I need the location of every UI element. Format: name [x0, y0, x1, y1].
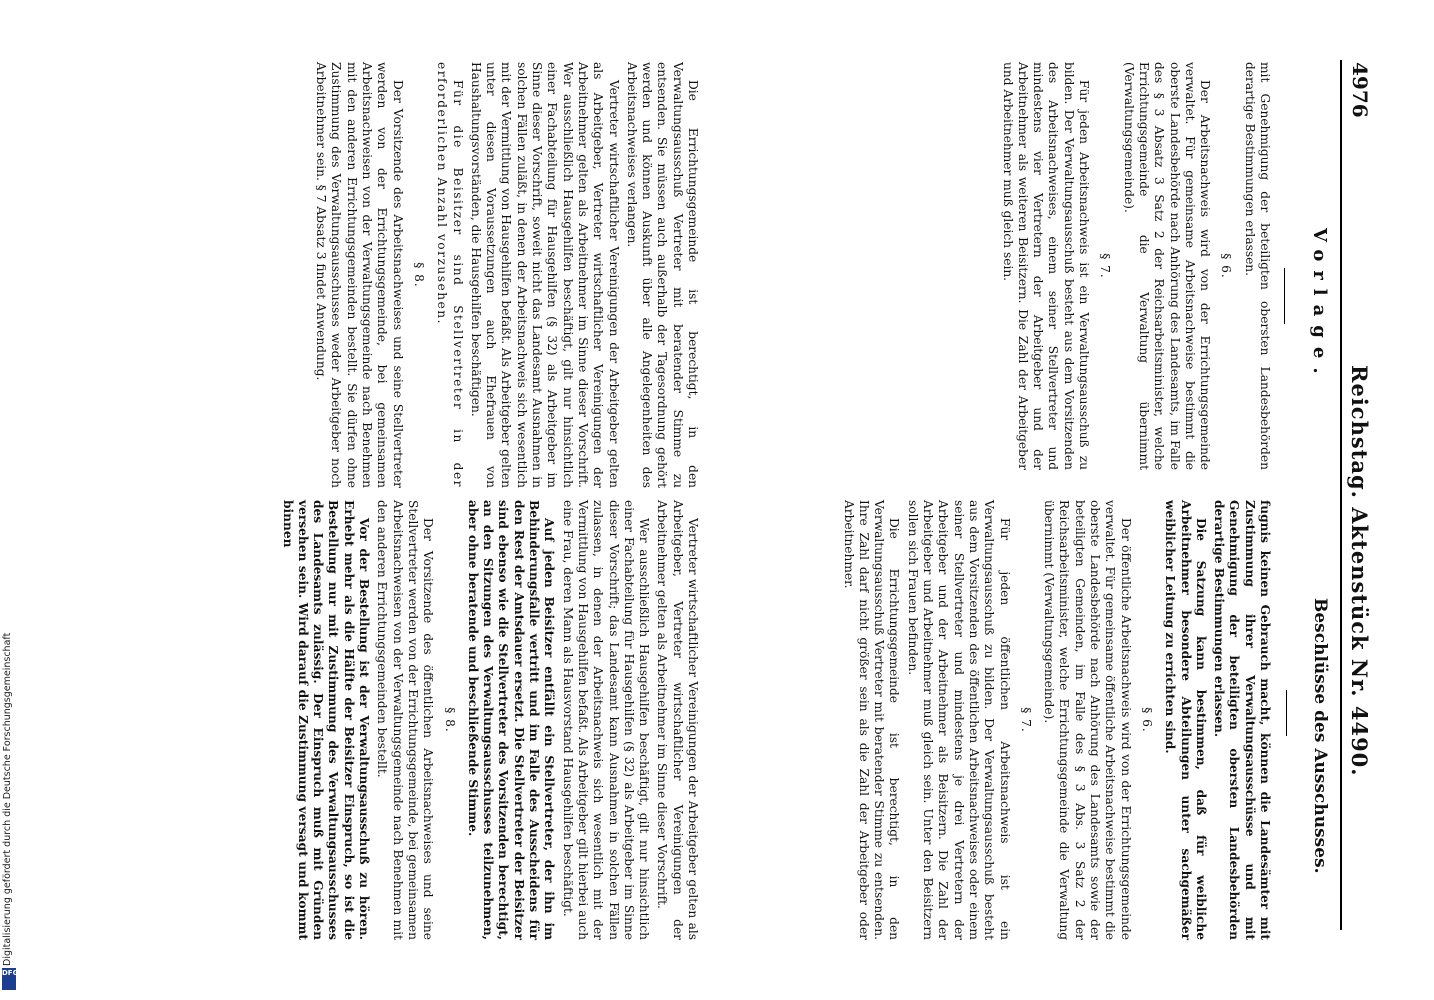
ausschuss-bestellung — [279, 500, 371, 940]
vorlage-column-2 — [310, 62, 700, 488]
vorlage-section-6-title: § 6. — [1219, 253, 1234, 279]
vorlage-section-8-title: § 8. — [411, 262, 426, 288]
vorlage-errichtung-text: Die Errichtungsgemeinde ist berechtigt, in den Verwaltungsausschuß Vertreter mit beratender Stimme zu entsenden. Sie müssen auch außerhalb der Tagesordnung gehört werden und können Auskunft über alle Angelegenheiten des Arbeitsnachweises verlangen. — [624, 62, 700, 488]
ausschuss-errichtung-text: Die Errichtungsgemeinde ist berechtigt, in den Verwaltungsausschuß Vertreter mit beratender Stimme zu entsenden. Ihre Zahl darf nicht größer sein als die Zahl der Arbeitgeber oder Arbeitnehmer. — [841, 500, 902, 940]
vorlage-vertreter-text: Vertreter wirtschaftlicher Vereinigungen der Arbeitgeber gelten als Arbeitgeber, Vertreter wirtschaftlicher Vereinigungen der Arbeitnehmer gelten als Arbeitnehmer im Sinne dieser Vorschrift. Wer ausschließlich Hausgehilfen beschäftigt, gilt nur hinsichtlich einer Fachabteilung für Hausgehilfen (§ 32) als Arbeitgeber im Sinne dieser Vorschrift, soweit nicht das Landesamt Ausnahmen in solchen Fällen zuläßt, in denen der Arbeitsnachweis sich wesentlich mit der Vermittlung von Hausgehilfen befaßt. Als Arbeitgeber gelten unter diesen Voraussetzungen auch Ehefrauen von Haushaltungsvorständen, die Hausgehilfen beschäftigen. — [468, 62, 621, 488]
vorlage-underline — [1284, 268, 1285, 324]
vorlage-column-1 — [996, 62, 1272, 470]
dfg-logo: DFG — [2, 968, 16, 990]
ausschuss-intro-text: fugnis keinen Gebrauch macht, können die Landesämter mit Zustimmung ihrer Verwaltungsausschüsse und mit Genehmigung der beteiligten obersten Landesbehörden derartige Bestimmungen erlassen. — [1212, 500, 1272, 940]
center-divider — [760, 60, 761, 65]
page-number: 4976 — [1348, 62, 1372, 118]
vorlage-intro: mit Genehmigung der beteiligten obersten Landesbehörden derartige Bestimmungen erlassen. — [1242, 62, 1272, 470]
ausschuss-heading: Beschlüsse des Ausschusses. — [1310, 598, 1330, 874]
ausschuss-stellvertreter-text: Auf jeden Beisitzer entfällt ein Stellvertreter, der ihn im Behinderungsfalle vertritt und im Falle des Ausscheidens für den Rest der Amtsdauer ersetzt. Die Stellvertreter der Beisitzer sind ebenso wie die Stellvertreter des Vorsitzenden berechtigt, an den Sitzungen des Verwaltungsausschusses teilzunehmen, aber ohne beratende und beschließende Stimme. — [465, 500, 557, 940]
ausschuss-section-6-title: § 6. — [1139, 707, 1154, 733]
ausschuss-intro — [1211, 500, 1272, 940]
ausschuss-column-4 — [276, 500, 700, 940]
ausschuss-underline — [1286, 690, 1287, 736]
vorlage-section-7-title: § 7. — [1098, 253, 1113, 279]
ausschuss-section-7-text: Für jeden öffentlichen Arbeitsnachweis ist ein Verwaltungsausschuß zu bilden. Der Verwaltungsausschuß besteht aus dem Vorsitzenden des öffentlichen Arbeitsnachweises oder einem seiner Stellvertreter und mindestens je drei Vertretern der Arbeitgeber und der Arbeitnehmer als Beisitzern. Die Zahl der Arbeitgeber und Arbeitnehmer muß gleich sein. Unter den Beisitzern sollen sich Frauen befinden. — [905, 500, 1012, 940]
ausschuss-bestellung-text: Vor der Bestellung ist der Verwaltungsausschuß zu hören. Erhebt mehr als die Hälfte der Beisitzer Einspruch, so ist die Bestellung nur mit Zustimmung des Verwaltungsausschusses des Landesamts zulässig. Der Einspruch muß mit Gründen versehen sein. Wird darauf die Zustimmung versagt und kommt binnen — [280, 500, 372, 940]
ausschuss-hausgehilfen-text: Wer ausschließlich Hausgehilfen beschäftigt, gilt nur hinsichtlich einer Fachabteilung für Hausgehilfen (§ 32) als Arbeitgeber im Sinne dieser Vorschrift; das Landesamt kann Ausnahmen in solchen Fällen zulassen, in denen der Arbeitsnachweis sich wesentlich mit der Vermittlung von Hausgehilfen befaßt. Als Arbeitgeber gilt hierbei auch eine Frau, deren Mann als Hausvorstand Hausgehilfen beschäftigt. — [560, 500, 652, 940]
header-rule — [1340, 60, 1342, 930]
ausschuss-section-8-text: Der Vorsitzende des öffentlichen Arbeitsnachweises und seine Stellvertreter werden von der Errichtungsgemeinde, bei gemeinsamen Arbeitsnachweisen von der Verwaltungsgemeinde nach Benehmen mit den anderen Errichtungsgemeinden bestellt. — [375, 500, 436, 940]
vorlage-beisitzer-text: Für die Beisitzer sind Stellvertreter in der erforderlichen Anzahl vorzusehen. — [435, 62, 465, 488]
ausschuss-stellvertreter — [465, 500, 557, 940]
vorlage-heading: Vorlage. — [1309, 228, 1330, 383]
ausschuss-vertreter-text: Vertreter wirtschaftlicher Vereinigungen der Arbeitgeber gelten als Arbeitgeber, Vertreter wirtschaftlicher Vereinigungen der Arbeitnehmer gelten als Arbeitnehmer im Sinne dieser Vorschrift. — [655, 500, 700, 940]
vorlage-section-7-text: Für jeden Arbeitsnachweis ist ein Verwaltungsausschuß zu bilden. Der Verwaltungsausschuß besteht aus dem Vorsitzenden des Arbeitsnachweises, einem seiner Stellvertreter und mindestens vier Vertretern der Arbeitgeber und der Arbeitnehmer als weiteren Beisitzern. Die Zahl der Arbeitgeber und Arbeitnehmer muß gleich sein. — [1000, 62, 1092, 470]
ausschuss-satzung-text: Die Satzung kann bestimmen, daß für weibliche Arbeitnehmer besondere Abteilungen unter sachgemäßer weiblicher Leitung zu errichten sind. — [1163, 500, 1208, 940]
ausschuss-section-8-title: § 8. — [442, 707, 457, 733]
ausschuss-satzung — [1162, 500, 1208, 940]
ausschuss-column-3 — [837, 500, 1272, 940]
ausschuss-section-6-text: Der öffentliche Arbeitsnachweis wird von der Errichtungsgemeinde verwaltet. Für gemeinsame öffentliche Arbeitsnachweise bestimmt die oberste Landesbehörde nach Anhörung des Landesamts sowie der beteiligten Gemeinden, im Falle des § 3 Abs. 3 Satz 2 der Reichsarbeitsminister, welche Errichtungsgemeinde die Verwaltung übernimmt (Verwaltungsgemeinde). — [1042, 500, 1133, 940]
ausschuss-section-7-title: § 7. — [1018, 707, 1033, 733]
vorlage-section-6-text: Der Arbeitsnachweis wird von der Errichtungsgemeinde verwaltet. Für gemeinsame Arbeitsnachweise bestimmt die oberste Landesbehörde nach Anhörung des Landesamts, im Falle des § 3 Absatz 3 Satz 2 der Reichsarbeitsminister, welche Errichtungsgemeinde die Verwaltung übernimmt (Verwaltungsgemeinde). — [1121, 62, 1213, 470]
vorlage-section-8-text: Der Vorsitzende des Arbeitsnachweises und seine Stellvertreter werden von der Errichtungsgemeinde, bei gemeinsamen Arbeitsnachweisen von der Verwaltungsgemeinde nach Benehmen mit den anderen Errichtungsgemeinden bestellt. Sie dürfen ohne Zustimmung des Verwaltungsausschusses weder Arbeitgeber noch Arbeitnehmer sein. § 7 Absatz 3 findet Anwendung. — [314, 62, 405, 488]
digitization-credit: Digitalisierung gefördert durch die Deutsche Forschungsgemeinschaft — [2, 632, 13, 966]
page-title: Reichstag. Aktenstück Nr. 4490. — [1347, 365, 1372, 777]
